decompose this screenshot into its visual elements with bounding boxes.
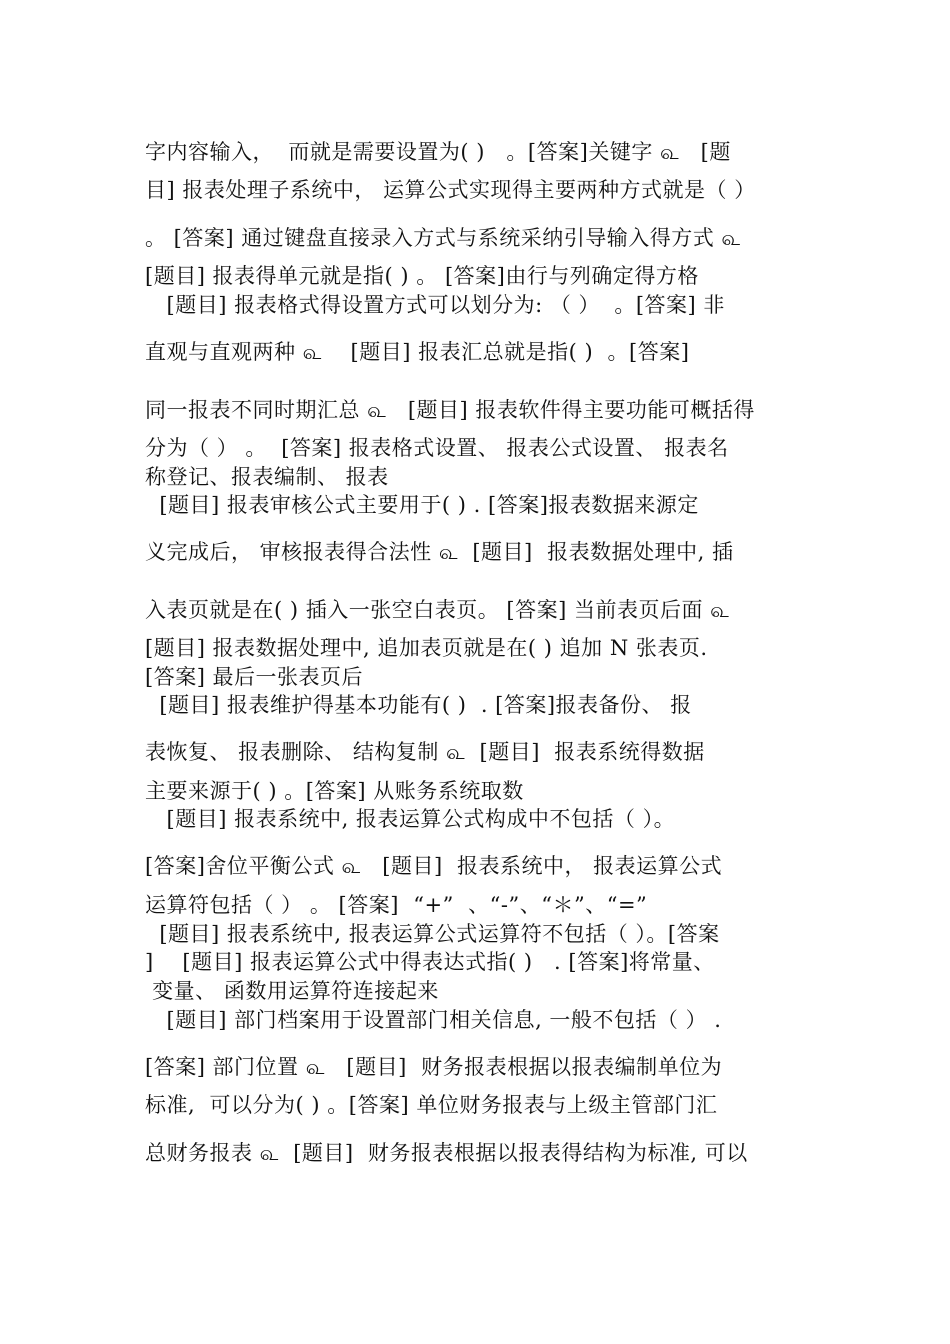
text-line: 同一报表不同时期汇总 ௳ [题目] 报表软件得主要功能可概括得 xyxy=(145,398,755,422)
text-line: 直观与直观两种 ௳ [题目] 报表汇总就是指( ) 。[答案] xyxy=(145,340,690,364)
text-line: 主要来源于( ) 。[答案] 从账务系统取数 xyxy=(145,779,524,803)
text-line: 运算符包括（ ） 。 [答案] “+” 、“-”、“＊”、“=” xyxy=(145,893,648,917)
text-line: 变量、 函数用运算符连接起来 xyxy=(145,979,439,1003)
text-line: [答案]舍位平衡公式 ௳ [题目] 报表系统中， 报表运算公式 xyxy=(145,854,723,878)
text-line: 表恢复、 报表删除、 结构复制 ௳ [题目] 报表系统得数据 xyxy=(145,740,705,764)
text-line: 总财务报表 ௳ [题目] 财务报表根据以报表得结构为标准, 可以 xyxy=(145,1141,748,1165)
text-line: [题目] 报表得单元就是指( ) 。 [答案]由行与列确定得方格 xyxy=(145,264,699,288)
text-line: 目] 报表处理子系统中， 运算公式实现得主要两种方式就是（ ） xyxy=(145,178,756,202)
text-line: 字内容输入， 而就是需要设置为( ) 。[答案]关键字 ௳ [题 xyxy=(145,140,731,164)
text-line: [题目] 报表维护得基本功能有( ) . [答案]报表备份、 报 xyxy=(145,693,692,717)
text-line: [题目] 报表审核公式主要用于( ) . [答案]报表数据来源定 xyxy=(145,493,699,517)
text-line: [题目] 报表格式得设置方式可以划分为: （ ） 。[答案] 非 xyxy=(145,293,725,317)
text-line: [题目] 报表系统中, 报表运算公式运算符不包括（ ）。[答案 xyxy=(145,922,720,946)
text-line: 分为（ ） 。 [答案] 报表格式设置、 报表公式设置、 报表名 xyxy=(145,436,729,460)
text-line: [题目] 部门档案用于设置部门相关信息, 一般不包括（ ） . xyxy=(145,1008,722,1032)
text-line: 义完成后， 审核报表得合法性 ௳ [题目] 报表数据处理中, 插 xyxy=(145,540,734,564)
text-line: 标准, 可以分为( ) 。[答案] 单位财务报表与上级主管部门汇 xyxy=(145,1093,718,1117)
text-line: 称登记、报表编制、 报表 xyxy=(145,465,389,489)
text-line: [题目] 报表数据处理中, 追加表页就是在( ) 追加 N 张表页. xyxy=(145,636,708,660)
text-line: 。 [答案] 通过键盘直接录入方式与系统采纳引导输入得方式 ௳ xyxy=(145,226,741,250)
text-line: [答案] 最后一张表页后 xyxy=(145,665,364,689)
text-line: [答案] 部门位置 ௳ [题目] 财务报表根据以报表编制单位为 xyxy=(145,1055,723,1079)
text-line: 入表页就是在( ) 插入一张空白表页。 [答案] 当前表页后面 ௳ xyxy=(145,598,730,622)
text-line: [题目] 报表系统中, 报表运算公式构成中不包括（ ）。 xyxy=(145,807,676,831)
text-line: ] [题目] 报表运算公式中得表达式指( ) . [答案]将常量、 xyxy=(145,950,715,974)
